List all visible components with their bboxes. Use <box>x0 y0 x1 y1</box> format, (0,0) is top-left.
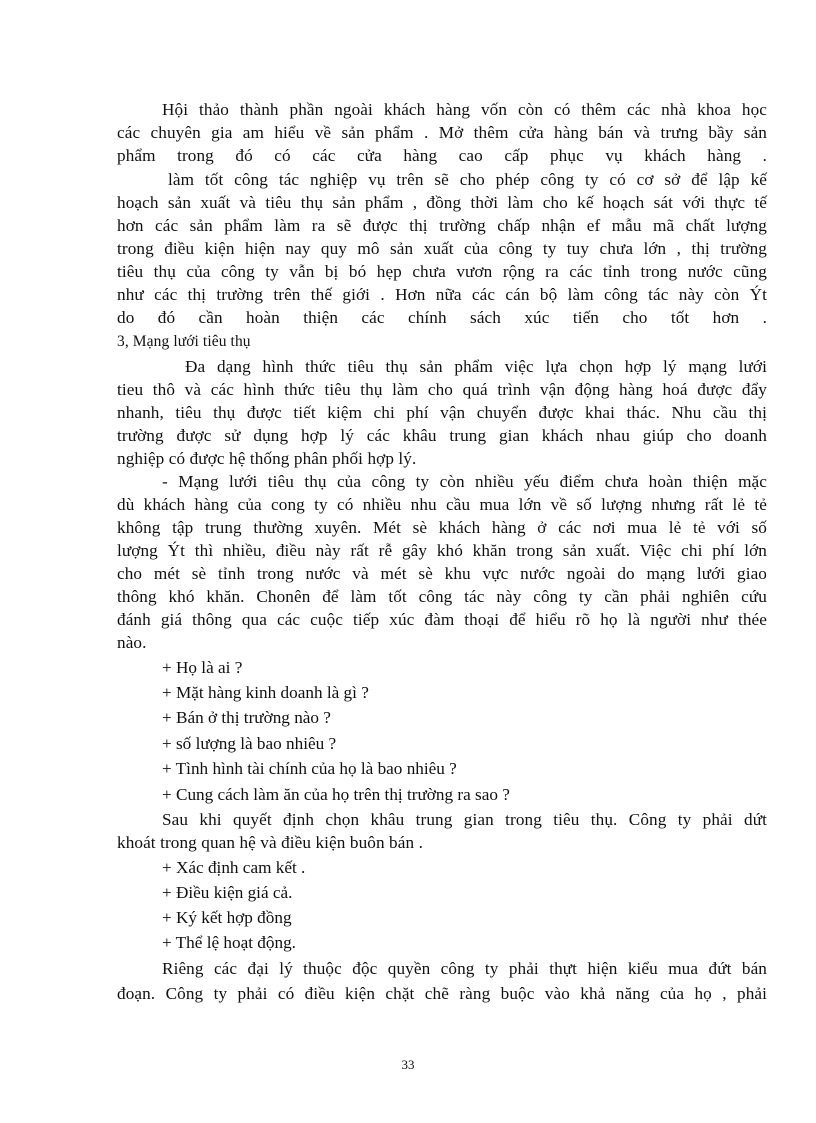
paragraph-line: hơn các sản phẩm làm ra sẽ được thị trường chấp nhận ef mẫu mã chất lượng <box>117 216 767 235</box>
paragraph-line: thông khó khăn. Chonên để làm tốt công tác này công ty cần phải nghiên cứu <box>117 587 767 606</box>
paragraph-line: đoạn. Công ty phải có điều kiện chặt chẽ ràng buộc vào khả năng của họ , phải <box>117 984 767 1003</box>
page-number: 33 <box>401 1057 415 1072</box>
paragraph-line: dù khách hàng của cong ty có nhiều nhu cầu mua lớn về số lượng nhưng rất lẻ tẻ <box>117 495 767 514</box>
paragraph-line: Hội thảo thành phần ngoài khách hàng vốn còn có thêm các nhà khoa học <box>162 100 767 119</box>
paragraph-line: như các thị trường trên thế giới . Hơn nữa các cán bộ làm công tác này còn Ýt <box>117 285 767 304</box>
paragraph-line: trường được sử dụng hợp lý các khâu trung gian khách nhau giúp cho doanh <box>117 426 767 445</box>
paragraph-line: Sau khi quyết định chọn khâu trung gian trong tiêu thụ. Công ty phải dứt <box>162 810 767 829</box>
paragraph-line: cho mét sè tỉnh trong nước và mét sè khu vực nước ngoài do mạng lưới giao <box>117 564 767 583</box>
paragraph-line: không tập trung thường xuyên. Mét sè khách hàng ở các nơi mua lẻ tẻ với số <box>117 518 767 537</box>
list-item: + Thể lệ hoạt động. <box>162 933 296 952</box>
paragraph-line: làm tốt công tác nghiệp vụ trên sẽ cho phép công ty có cơ sở để lập kế <box>168 170 767 189</box>
list-item: + Điều kiện giá cả. <box>162 883 293 902</box>
paragraph-line: Riêng các đại lý thuộc độc quyền công ty phải thựt hiện kiểu mua đứt bán <box>162 959 767 978</box>
paragraph-line: các chuyên gia am hiểu về sản phẩm . Mở thêm cửa hàng bán và trưng bầy sản <box>117 123 767 142</box>
paragraph-line: phẩm trong đó có các cửa hàng cao cấp phục vụ khách hàng . <box>117 146 767 165</box>
list-item: + Mặt hàng kinh doanh là gì ? <box>162 683 369 702</box>
paragraph-line: trong điều kiện hiện nay quy mô sản xuất của công ty tuy chưa lớn , thị trường <box>117 239 767 258</box>
list-item: + Cung cách làm ăn của họ trên thị trường ra sao ? <box>162 785 510 804</box>
paragraph-line: do đó cần hoàn thiện các chính sách xúc tiến cho tốt hơn . <box>117 308 767 327</box>
paragraph-line: nghiệp có được hệ thống phân phối hợp lý. <box>117 449 417 468</box>
paragraph-line: Đa dạng hình thức tiêu thụ sản phẩm việc lựa chọn hợp lý mạng lưới <box>185 357 767 376</box>
paragraph-line: khoát trong quan hệ và điều kiện buôn bán . <box>117 833 423 852</box>
paragraph-line: hoạch sản xuất và tiêu thụ sản phẩm , đồng thời làm cho kế hoạch sát với thực tế <box>117 193 767 212</box>
paragraph-line: tieu thô và các hình thức tiêu thụ làm cho quá trình vận động hàng hoá được đẩy <box>117 380 767 399</box>
list-item: + Bán ở thị trường nào ? <box>162 708 331 727</box>
list-item: + Tình hình tài chính của họ là bao nhiêu ? <box>162 759 457 778</box>
list-item: + Xác định cam kết . <box>162 858 306 877</box>
paragraph-line: nào. <box>117 633 147 652</box>
paragraph-line: nhanh, tiêu thụ được tiết kiệm chi phí vận chuyển được khai thác. Nhu cầu thị <box>117 403 767 422</box>
list-item: + Ký kết hợp đồng <box>162 908 292 927</box>
paragraph-line: lượng Ýt thì nhiều, điều này rất rễ gây khó khăn trong sản xuất. Việc chi phí lớn <box>117 541 767 560</box>
list-item: + Họ là ai ? <box>162 658 243 677</box>
paragraph-line: tiêu thụ của công ty vẫn bị bó hẹp chưa vươn rộng ra các tỉnh trong nước cũng <box>117 262 767 281</box>
paragraph-line: - Mạng lưới tiêu thụ của công ty còn nhiều yếu điểm chưa hoàn thiện mặc <box>162 472 767 491</box>
list-item: + số lượng là bao nhiêu ? <box>162 734 337 753</box>
section-heading: 3, Mạng lưới tiêu thụ <box>117 333 251 350</box>
paragraph-line: đánh giá thông qua các cuộc tiếp xúc đàm thoại để hiểu rõ họ là người như thée <box>117 610 767 629</box>
